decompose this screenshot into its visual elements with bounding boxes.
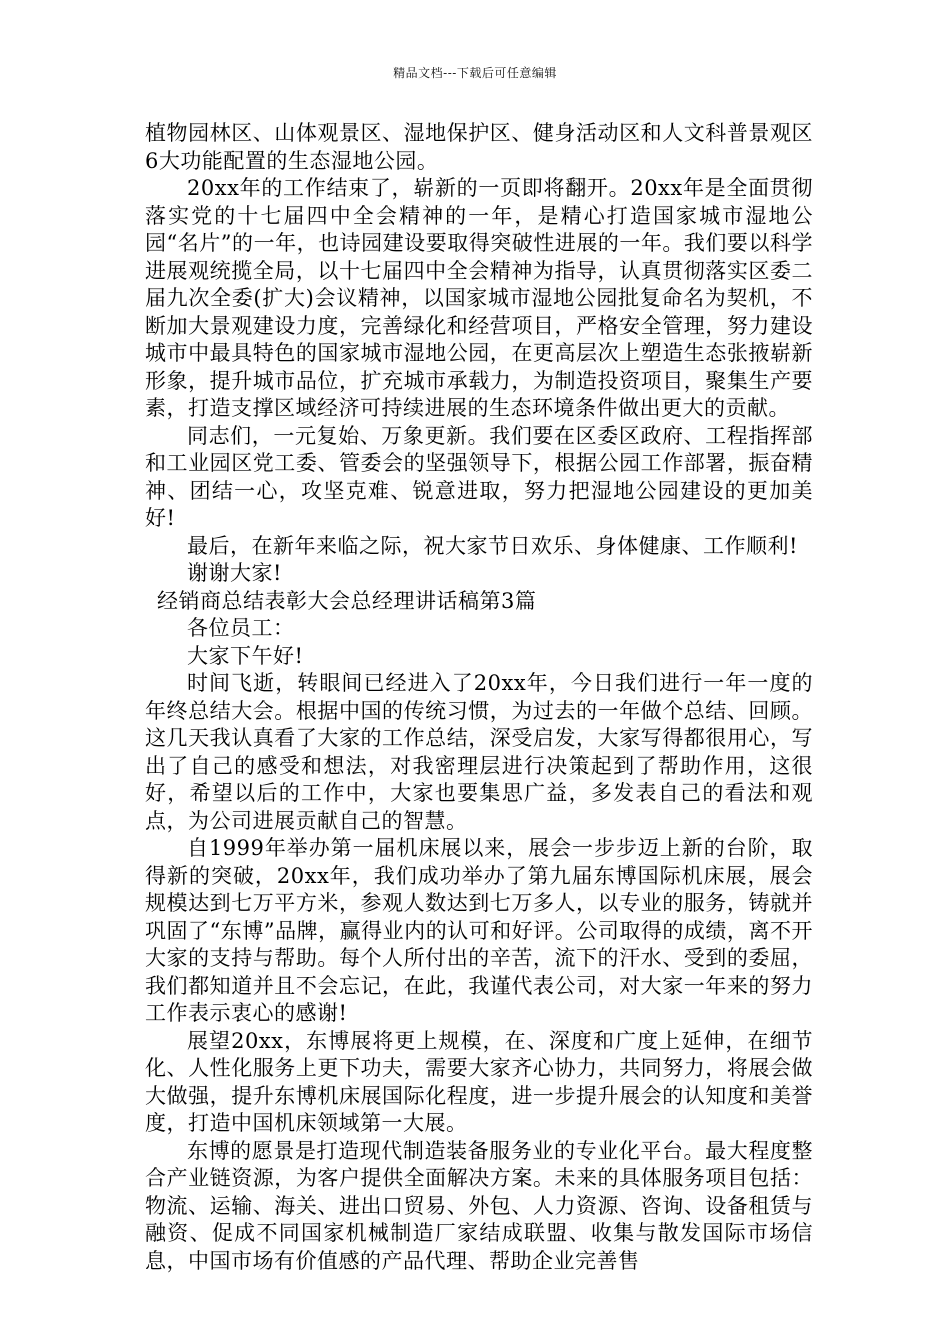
section-title: 经销商总结表彰大会总经理讲话稿第3篇 bbox=[157, 588, 537, 613]
paragraph-comrades: 同志们，一元复始、万象更新。我们要在区委区政府、工程指挥部和工业园区党工委、管委会的坚强领导下，根据公园工作部署，振奋精神、团结一心，攻坚克难、锐意进取，努力把湿地公园建设的更加美好! bbox=[145, 423, 813, 530]
paragraph-since-1999: 自1999年举办第一届机床展以来，展会一步步迈上新的台阶，取得新的突破，20xx年，我们成功举办了第九届东博国际机床展，展会规模达到七万平方米，参观人数达到七万多人，以专业的服务，铸就并巩固了“东博”品牌，赢得业内的认可和好评。公司取得的成绩，离不开大家的支持与帮助。每个人所付出的辛苦，流下的汗水、受到的委屈，我们都知道并且不会忘记，在此，我谨代表公司，对大家一年来的努力工作表示衷心的感谢! bbox=[145, 836, 813, 1025]
paragraph-greeting-afternoon: 大家下午好! bbox=[187, 643, 304, 668]
paragraph-work-summary: 20xx年的工作结束了，崭新的一页即将翻开。20xx年是全面贯彻落实党的十七届四中全会精神的一年，是精心打造国家城市湿地公园“名片”的一年，也诗园建设要取得突破性进展的一年。我们要以科学进展观统揽全局，以十七届四中全会精神为指导，认真贯彻落实区委二届九次全委(扩大)会议精神，以国家城市湿地公园批复命名为契机，不断加大景观建设力度，完善绿化和经营项目，严格安全管理，努力建设城市中最具特色的国家城市湿地公园，在更高层次上塑造生态张掖崭新形象，提升城市品位，扩充城市承载力，为制造投资项目，聚集生产要素，打造支撑区域经济可持续进展的生态环境条件做出更大的贡献。 bbox=[145, 176, 813, 420]
page-header: 精品文档---下载后可任意编辑 bbox=[393, 66, 557, 80]
paragraph-time-flies: 时间飞逝，转眼间已经进入了20xx年，今日我们进行一年一度的年终总结大会。根据中国的传统习惯，为过去的一年做个总结、回顾。这几天我认真看了大家的工作总结，深受启发，大家写得都很用心，写出了自己的感受和想法，对我密理层进行决策起到了帮助作用，这很好，希望以后的工作中，大家也要集思广益，多发表自己的看法和观点，为公司进展贡献自己的智慧。 bbox=[145, 671, 813, 833]
paragraph-vision: 东博的愿景是打造现代制造装备服务业的专业化平台。最大程度整合产业链资源，为客户提供全面解决方案。未来的具体服务项目包括：物流、运输、海关、进出口贸易、外包、人力资源、咨询、设备租赁与融资、促成不同国家机械制造厂家结成联盟、收集与散发国际市场信息，中国市场有价值感的产品代理、帮助企业完善售 bbox=[145, 1138, 813, 1273]
paragraph-new-year-wishes: 最后，在新年来临之际，祝大家节日欢乐、身体健康、工作顺利! bbox=[187, 533, 798, 558]
paragraph-continuation: 植物园林区、山体观景区、湿地保护区、健身活动区和人文科普景观区6大功能配置的生态湿地公园。 bbox=[145, 121, 813, 173]
paragraph-thanks: 谢谢大家! bbox=[187, 561, 282, 585]
paragraph-greeting-staff: 各位员工： bbox=[187, 616, 295, 640]
document-body bbox=[145, 120, 813, 1275]
paragraph-outlook: 展望20xx，东博展将更上规模，在、深度和广度上延伸，在细节化、人性化服务上更下功夫，需要大家齐心协力，共同努力，将展会做大做强，提升东博机床展国际化程度，进一步提升展会的认知度和美誉度，打造中国机床领域第一大展。 bbox=[145, 1028, 813, 1135]
